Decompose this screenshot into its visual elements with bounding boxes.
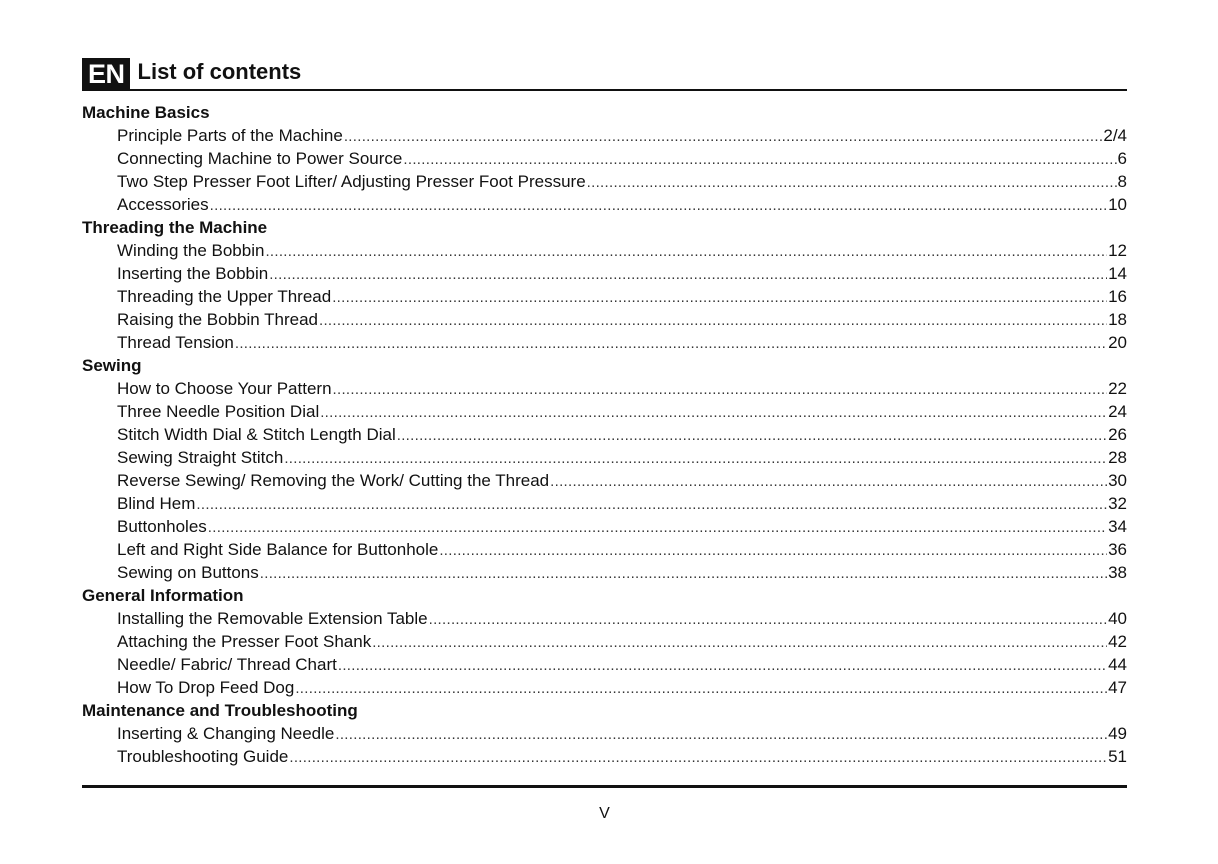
- section-title: Threading the Machine: [82, 218, 268, 237]
- toc-entry-page: 42: [1108, 632, 1127, 651]
- dot-leader: [208, 516, 1107, 539]
- toc-entry-page: 14: [1108, 264, 1127, 283]
- dot-leader: [332, 286, 1107, 309]
- dot-leader: [335, 723, 1107, 746]
- toc-entry-label: Left and Right Side Balance for Buttonhole: [117, 540, 439, 559]
- dot-leader: [372, 631, 1107, 654]
- toc-entry-page: 16: [1108, 287, 1127, 306]
- toc-entry-label: Accessories: [117, 195, 209, 214]
- toc-entry[interactable]: [82, 676, 1127, 699]
- toc-entry[interactable]: [82, 377, 1127, 400]
- dot-leader: [196, 493, 1107, 516]
- toc-entry[interactable]: [82, 147, 1127, 170]
- toc-entry-label: Thread Tension: [117, 333, 234, 352]
- page-number: V: [599, 805, 610, 822]
- dot-leader: [210, 194, 1107, 217]
- toc-entry-label: Stitch Width Dial & Stitch Length Dial: [117, 425, 396, 444]
- page-header: [82, 58, 1127, 90]
- toc-entry-page: 26: [1108, 425, 1127, 444]
- toc-entry-page: 2/4: [1103, 126, 1127, 145]
- section-title: Sewing: [82, 356, 142, 375]
- toc-entry-page: 12: [1108, 241, 1127, 260]
- toc-entry[interactable]: [82, 446, 1127, 469]
- footer-divider: [82, 785, 1127, 788]
- toc-entry-label: Principle Parts of the Machine: [117, 126, 343, 145]
- table-of-contents: [82, 101, 1127, 768]
- toc-entry[interactable]: [82, 239, 1127, 262]
- toc-entry[interactable]: [82, 492, 1127, 515]
- toc-entry-label: Threading the Upper Thread: [117, 287, 332, 306]
- toc-entry-label: Buttonholes: [117, 517, 207, 536]
- toc-entry-label: Sewing on Buttons: [117, 563, 259, 582]
- dot-leader: [265, 240, 1107, 263]
- toc-entry[interactable]: [82, 538, 1127, 561]
- toc-page: [82, 58, 1127, 768]
- toc-entry[interactable]: [82, 515, 1127, 538]
- toc-entry-label: Connecting Machine to Power Source: [117, 149, 403, 168]
- toc-entry-page: 10: [1108, 195, 1127, 214]
- dot-leader: [289, 746, 1107, 769]
- header-divider: [82, 89, 1127, 91]
- toc-entry-page: 51: [1108, 747, 1127, 766]
- toc-entry-page: 44: [1108, 655, 1127, 674]
- toc-entry-label: How to Choose Your Pattern: [117, 379, 332, 398]
- toc-entry[interactable]: [82, 308, 1127, 331]
- dot-leader: [338, 654, 1107, 677]
- toc-entry-page: 32: [1108, 494, 1127, 513]
- toc-entry-page: 49: [1108, 724, 1127, 743]
- toc-entry-label: Needle/ Fabric/ Thread Chart: [117, 655, 337, 674]
- toc-entry[interactable]: [82, 607, 1127, 630]
- toc-entry-label: Inserting the Bobbin: [117, 264, 269, 283]
- toc-entry[interactable]: [82, 745, 1127, 768]
- toc-entry[interactable]: [82, 630, 1127, 653]
- toc-entry[interactable]: [82, 262, 1127, 285]
- toc-entry-label: Blind Hem: [117, 494, 196, 513]
- toc-entry[interactable]: [82, 331, 1127, 354]
- toc-entry-label: Two Step Presser Foot Lifter/ Adjusting Presser Foot Pressure: [117, 172, 586, 191]
- toc-entry-page: 36: [1108, 540, 1127, 559]
- toc-entry-page: 20: [1108, 333, 1127, 352]
- dot-leader: [284, 447, 1107, 470]
- dot-leader: [269, 263, 1107, 286]
- toc-entry-label: Reverse Sewing/ Removing the Work/ Cutting the Thread: [117, 471, 550, 490]
- toc-entry[interactable]: [82, 193, 1127, 216]
- toc-entry-label: Winding the Bobbin: [117, 241, 265, 260]
- toc-entry[interactable]: [82, 124, 1127, 147]
- toc-entry-page: 22: [1108, 379, 1127, 398]
- language-badge: EN: [82, 58, 130, 90]
- toc-entry-page: 34: [1108, 517, 1127, 536]
- toc-entry[interactable]: [82, 722, 1127, 745]
- dot-leader: [344, 125, 1103, 148]
- toc-entry-label: Raising the Bobbin Thread: [117, 310, 318, 329]
- dot-leader: [295, 677, 1107, 700]
- dot-leader: [550, 470, 1107, 493]
- dot-leader: [320, 401, 1107, 424]
- dot-leader: [429, 608, 1107, 631]
- toc-entry-page: 18: [1108, 310, 1127, 329]
- toc-entry[interactable]: [82, 170, 1127, 193]
- toc-entry[interactable]: [82, 469, 1127, 492]
- toc-entry-label: How To Drop Feed Dog: [117, 678, 295, 697]
- section-title: Maintenance and Troubleshooting: [82, 701, 358, 720]
- dot-leader: [587, 171, 1117, 194]
- toc-entry-page: 24: [1108, 402, 1127, 421]
- toc-entry[interactable]: [82, 400, 1127, 423]
- dot-leader: [260, 562, 1107, 585]
- toc-entry[interactable]: [82, 653, 1127, 676]
- toc-entry-label: Inserting & Changing Needle: [117, 724, 335, 743]
- toc-entry-page: 8: [1117, 172, 1127, 191]
- toc-entry[interactable]: [82, 285, 1127, 308]
- section-title: Machine Basics: [82, 103, 210, 122]
- toc-entry-page: 28: [1108, 448, 1127, 467]
- toc-entry-page: 40: [1108, 609, 1127, 628]
- toc-entry-page: 30: [1108, 471, 1127, 490]
- toc-entry-page: 38: [1108, 563, 1127, 582]
- toc-entry-page: 47: [1108, 678, 1127, 697]
- toc-entry-label: Installing the Removable Extension Table: [117, 609, 428, 628]
- dot-leader: [439, 539, 1107, 562]
- toc-entry-page: 6: [1117, 149, 1127, 168]
- dot-leader: [319, 309, 1107, 332]
- toc-entry-label: Three Needle Position Dial: [117, 402, 320, 421]
- dot-leader: [333, 378, 1108, 401]
- dot-leader: [397, 424, 1107, 447]
- toc-entry[interactable]: [82, 423, 1127, 446]
- toc-entry[interactable]: [82, 561, 1127, 584]
- section-title: General Information: [82, 586, 244, 605]
- toc-entry-label: Troubleshooting Guide: [117, 747, 289, 766]
- page-title: List of contents: [137, 59, 302, 84]
- dot-leader: [403, 148, 1116, 171]
- toc-entry-label: Sewing Straight Stitch: [117, 448, 284, 467]
- dot-leader: [235, 332, 1107, 355]
- toc-entry-label: Attaching the Presser Foot Shank: [117, 632, 372, 651]
